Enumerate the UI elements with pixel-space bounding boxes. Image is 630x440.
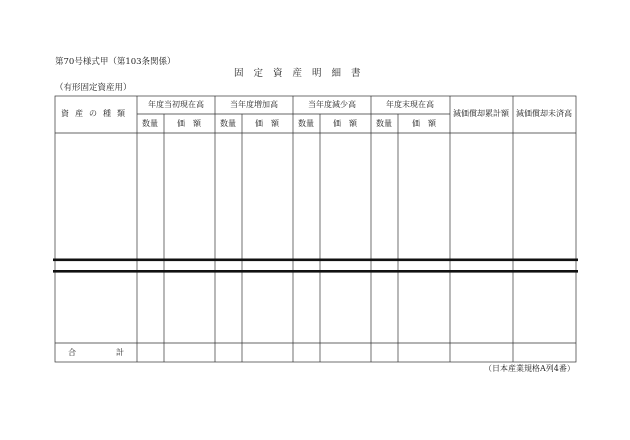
total-row-label: 合計 [68,348,164,357]
form-subcategory: （有形固定資産用） [55,83,132,93]
opening-qty-header: 数量 [142,119,158,128]
decrease-value-header: 価 額 [333,119,357,128]
form-footnote: （日本産業規格A列4番） [484,364,575,373]
increase-header: 当年度増加高 [230,100,278,109]
asset-type-header: 資産の種類 [61,109,131,118]
accumulated-depreciation-header: 減価償却累計額 [453,109,509,118]
increase-value-header: 価 額 [255,119,279,128]
closing-qty-header: 数量 [376,119,392,128]
increase-qty-header: 数量 [220,119,236,128]
undepreciated-balance-header: 減価償却未済高 [516,109,572,118]
opening-balance-header: 年度当初現在高 [148,100,204,109]
form-title: 固定資産明細書 [234,68,371,79]
form-number: 第70号様式甲（第103条関係） [55,57,176,67]
decrease-qty-header: 数量 [298,119,314,128]
decrease-header: 当年度減少高 [308,100,356,109]
closing-value-header: 価 額 [412,119,436,128]
closing-balance-header: 年度末現在高 [386,100,434,109]
opening-value-header: 価 額 [177,119,201,128]
